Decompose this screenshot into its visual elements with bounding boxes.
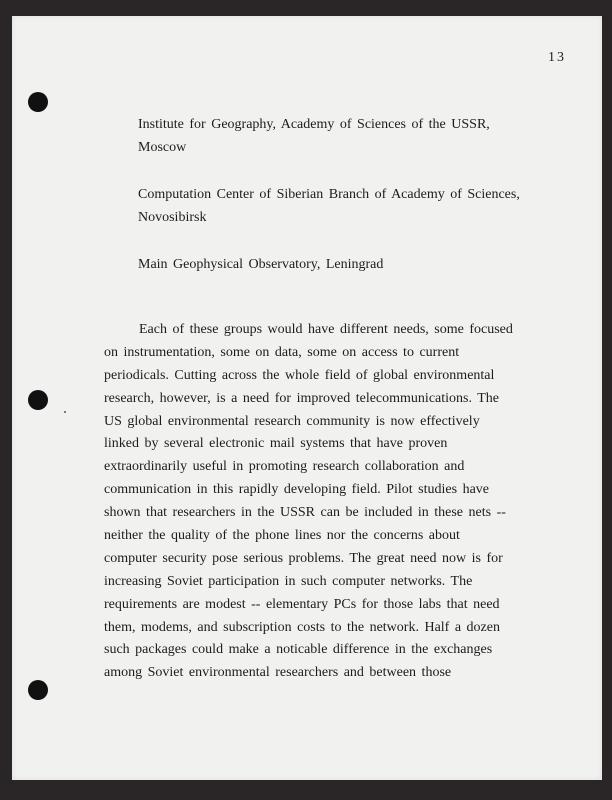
address-line: Computation Center of Siberian Branch of Academy of Sciences,: [138, 187, 520, 202]
paragraph-line: Each of these groups would have different needs, some focused: [139, 322, 513, 337]
punch-hole: [28, 92, 48, 112]
paragraph-line: neither the quality of the phone lines nor the concerns about: [104, 528, 460, 544]
paper-speck: [64, 411, 66, 413]
paragraph-line: research, however, is a need for improved telecommunications. The: [104, 390, 499, 406]
address-block-2: [138, 184, 520, 230]
paragraph-line: extraordinarily useful in promoting research collaboration and: [104, 459, 465, 475]
address-line: Institute for Geography, Academy of Sciences of the USSR,: [138, 117, 490, 132]
document-page: [12, 16, 602, 780]
paragraph-line: requirements are modest -- elementary PCs for those labs that need: [104, 596, 500, 612]
punch-hole: [28, 390, 48, 410]
body-paragraph: [104, 319, 513, 685]
address-line: Main Geophysical Observatory, Leningrad: [138, 257, 384, 272]
paragraph-line: such packages could make a noticable difference in the exchanges: [104, 642, 493, 658]
paragraph-line: on instrumentation, some on data, some on access to current: [104, 344, 460, 360]
address-block-1: [138, 114, 490, 160]
paragraph-line: increasing Soviet participation in such computer networks. The: [104, 573, 473, 589]
address-line: Moscow: [138, 139, 187, 155]
punch-hole: [28, 680, 48, 700]
page-number: 13: [548, 50, 566, 65]
paragraph-line: periodicals. Cutting across the whole field of global environmental: [104, 367, 495, 383]
paragraph-line: shown that researchers in the USSR can be included in these nets --: [104, 505, 506, 521]
paragraph-line: linked by several electronic mail systems that have proven: [104, 436, 448, 452]
paragraph-line: among Soviet environmental researchers and between those: [104, 665, 452, 681]
address-block-3: [138, 254, 383, 277]
paragraph-line: US global environmental research community is now effectively: [104, 413, 480, 429]
paragraph-line: computer security pose serious problems. The great need now is for: [104, 550, 503, 566]
address-line: Novosibirsk: [138, 209, 207, 225]
paragraph-line: them, modems, and subscription costs to the network. Half a dozen: [104, 619, 500, 635]
paragraph-line: communication in this rapidly developing field. Pilot studies have: [104, 482, 489, 498]
